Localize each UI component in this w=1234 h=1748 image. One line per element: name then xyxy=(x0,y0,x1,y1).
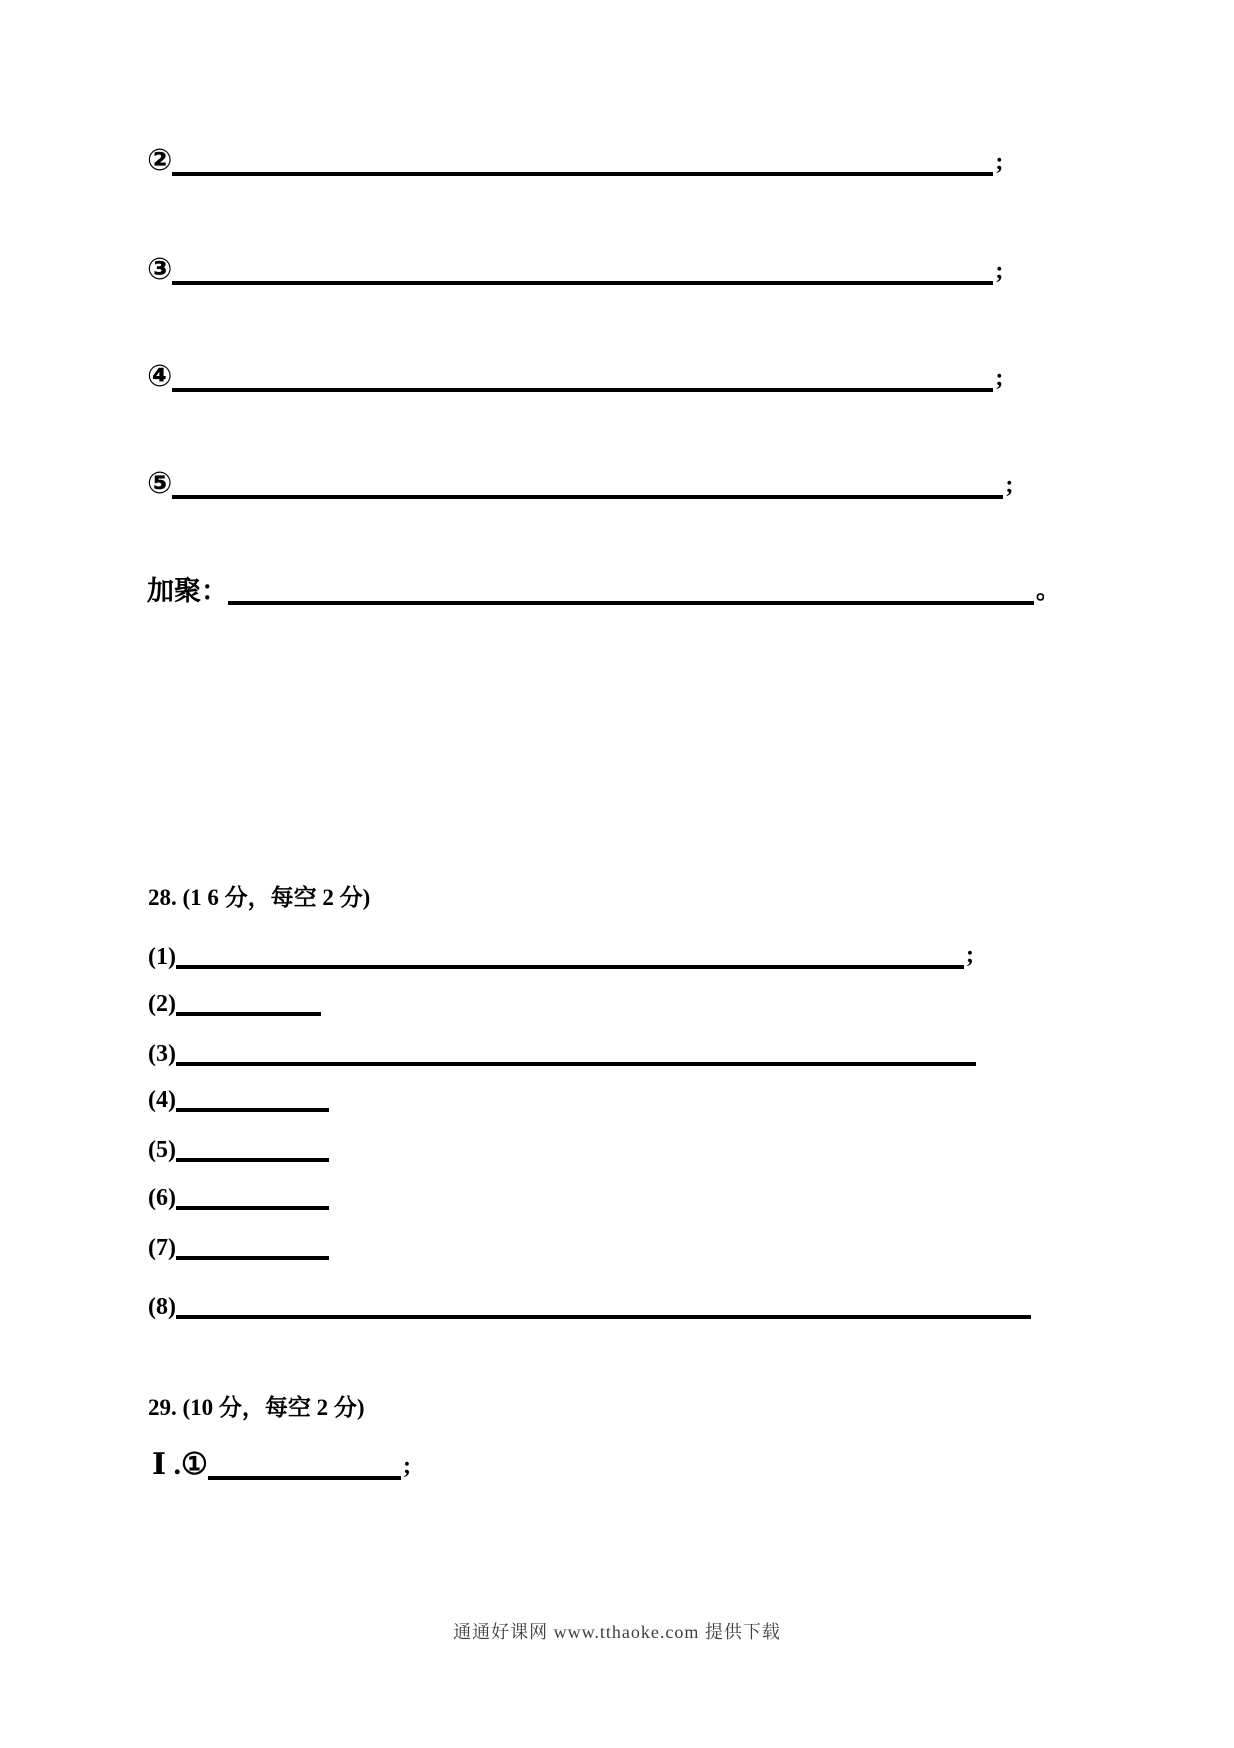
q29-blank-row-1 xyxy=(152,1444,411,1480)
q28-label-1: (1) xyxy=(148,944,176,970)
q29-label-1: Ⅰ .① xyxy=(152,1448,208,1481)
blank-suffix: ; xyxy=(995,149,1004,175)
q28-label-4: (4) xyxy=(148,1087,176,1113)
blank-marker-4: ④ xyxy=(147,359,173,394)
question-28-heading: 28. (1 6 分，每空 2 分) xyxy=(148,885,371,910)
q28-blank-row-4 xyxy=(148,1078,329,1112)
blank-marker-jiaju: 加聚： xyxy=(147,576,228,606)
answer-underline xyxy=(172,281,993,285)
answer-underline xyxy=(176,1256,329,1260)
q28-blank-row-8 xyxy=(148,1285,1031,1319)
blank-suffix: ; xyxy=(995,365,1004,391)
q28-label-5: (5) xyxy=(148,1137,176,1163)
q28-label-6: (6) xyxy=(148,1185,176,1211)
answer-underline xyxy=(172,172,993,176)
blank-suffix: ; xyxy=(965,942,974,968)
footer-watermark: 通通好课网 www.tthaoke.com 提供下载 xyxy=(453,1622,781,1642)
blank-suffix: 。 xyxy=(1036,578,1060,604)
blank-suffix: ; xyxy=(402,1453,411,1479)
q28-label-2: (2) xyxy=(148,991,176,1017)
blank-marker-3: ③ xyxy=(147,252,173,287)
blank-marker-2: ② xyxy=(147,143,173,178)
answer-underline xyxy=(176,1062,976,1066)
answer-blank-row-jiaju xyxy=(147,569,1060,605)
answer-blank-row-4 xyxy=(147,356,1003,392)
answer-blank-row-3 xyxy=(147,249,1003,285)
answer-underline xyxy=(172,388,993,392)
answer-underline xyxy=(172,495,1003,499)
answer-underline xyxy=(228,601,1034,605)
question-29-heading: 29. (10 分，每空 2 分) xyxy=(148,1395,365,1420)
answer-underline xyxy=(176,1108,329,1112)
blank-marker-5: ⑤ xyxy=(147,466,173,501)
blank-suffix: ; xyxy=(1005,472,1014,498)
q28-blank-row-2 xyxy=(148,982,321,1016)
q28-label-3: (3) xyxy=(148,1041,176,1067)
q28-blank-row-7 xyxy=(148,1226,329,1260)
answer-underline xyxy=(176,1206,329,1210)
q28-label-7: (7) xyxy=(148,1235,176,1261)
answer-underline xyxy=(176,1158,329,1162)
answer-underline xyxy=(176,1012,321,1016)
q28-blank-row-3 xyxy=(148,1032,976,1066)
q28-blank-row-6 xyxy=(148,1176,329,1210)
answer-blank-row-5 xyxy=(147,463,1013,499)
answer-underline xyxy=(176,1315,1031,1319)
q28-blank-row-1 xyxy=(148,935,974,969)
q28-blank-row-5 xyxy=(148,1128,329,1162)
blank-suffix: ; xyxy=(995,258,1004,284)
q28-label-8: (8) xyxy=(148,1294,176,1320)
answer-underline xyxy=(208,1476,401,1480)
answer-blank-row-2 xyxy=(147,140,1003,176)
answer-underline xyxy=(176,965,964,969)
